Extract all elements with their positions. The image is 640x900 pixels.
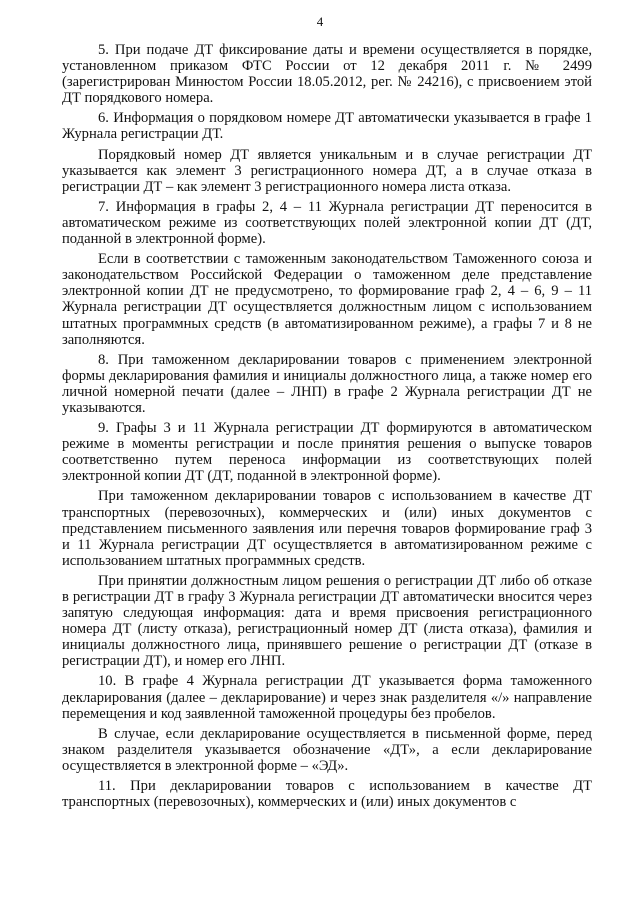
paragraph-10: 10. В графе 4 Журнала регистрации ДТ указывается форма таможенного декларирования (далее – декларирование) и через знак разделителя «/» направление перемещения и код заявленной таможенной процедуры без пробелов. [62, 673, 592, 722]
paragraph-5: 5. При подаче ДТ фиксирование даты и времени осуществляется в порядке, установленном приказом ФТС России от 12 декабря 2011 г. № 2499 (зарегистрирован Минюстом России 18.05.2012, рег. № 24216), с присвоением этой ДТ порядкового номера. [62, 42, 592, 107]
document-body [62, 42, 592, 812]
paragraph-9: 9. Графы 3 и 11 Журнала регистрации ДТ формируются в автоматическом режиме в моменты регистрации и после принятия решения о выпуске товаров соответственно путем переноса информации из соответствующих полей электронной копии ДТ (ДТ, поданной в электронной форме). [62, 420, 592, 485]
paragraph-10-continuation: В случае, если декларирование осуществляется в письменной форме, перед знаком разделителя указывается обозначение «ДТ», а если декларирование осуществляется в электронной форме – «ЭД». [62, 725, 592, 774]
paragraph-7: 7. Информация в графы 2, 4 – 11 Журнала регистрации ДТ переносится в автоматическом режиме из соответствующих полей электронной копии ДТ (ДТ, поданной в электронной форме). [62, 198, 592, 248]
paragraph-6-continuation: Порядковый номер ДТ является уникальным и в случае регистрации ДТ указывается как элемент 3 регистрационного номера ДТ, а в случае отказа в регистрации ДТ – как элемент 3 регистрационного номера листа отказа. [62, 146, 592, 195]
page-number: 4 [316, 14, 324, 29]
paragraph-7-continuation: Если в соответствии с таможенным законодательством Таможенного союза и законодательством Российской Федерации о таможенном деле представление электронной копии ДТ не предусмотрено, то формирование граф 2, 4 – 6, 9 – 11 Журнала регистрации ДТ осуществляется должностным лицом с использованием штатных программных средств (в автоматизированном режиме), а графы 7 и 8 не заполняются. [62, 251, 592, 348]
paragraph-6: 6. Информация о порядковом номере ДТ автоматически указывается в графе 1 Журнала регистрации ДТ. [62, 110, 592, 143]
paragraph-9-continuation-2: При принятии должностным лицом решения о регистрации ДТ либо об отказе в регистрации ДТ в графу 3 Журнала регистрации ДТ автоматически вносится через запятую следующая информация: дата и время присвоения регистрационного номера ДТ (листу отказа), регистрационный номер ДТ (листа отказа), фамилия и инициалы должностного лица, принявшего решение о регистрации ДТ (отказе в регистрации ДТ), и номер его ЛНП. [62, 572, 592, 670]
paragraph-8: 8. При таможенном декларировании товаров с применением электронной формы декларирования фамилия и инициалы должностного лица, а также номер его личной номерной печати (далее – ЛНП) в графе 2 Журнала регистрации ДТ не указываются. [62, 351, 592, 416]
paragraph-9-continuation-1: При таможенном декларировании товаров с использованием в качестве ДТ транспортных (перевозочных), коммерческих и (или) иных документов с представлением письменного заявления или перечня товаров формирование граф 3 и 11 Журнала регистрации ДТ осуществляется в автоматизированном режиме с использованием штатных программных средств. [62, 488, 592, 569]
paragraph-11: 11. При декларировании товаров с использованием в качестве ДТ транспортных (перевозочных), коммерческих и (или) иных документов с [62, 778, 592, 811]
